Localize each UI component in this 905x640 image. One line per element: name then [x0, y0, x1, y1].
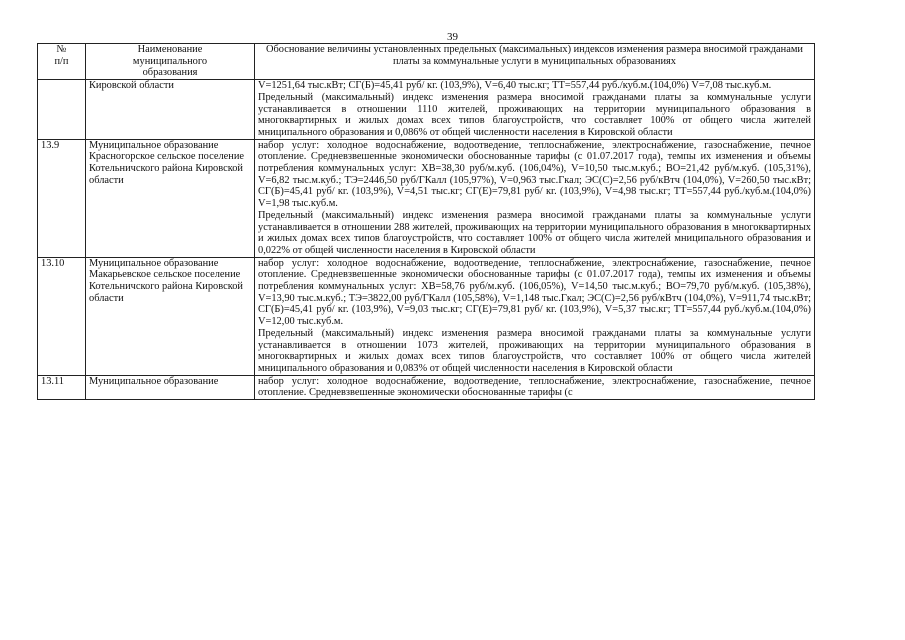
- row-tariffs: набор услуг: холодное водоснабжение, водоотведение, теплоснабжение, электроснабжение, газоснабжение, печное отопление. Средневзвешенные экономически обоснованные тарифы (с: [258, 375, 811, 399]
- table-header-row: [38, 44, 815, 80]
- row-num: [38, 80, 86, 140]
- header-name: Наименование муниципального образования: [86, 44, 255, 80]
- header-basis: Обоснование величины установленных предельных (максимальных) индексов изменения размера вносимой гражданами платы за коммунальные услуги в муниципальных образованиях: [255, 44, 815, 80]
- table-row: [38, 139, 815, 257]
- header-num: № п/п: [38, 44, 86, 80]
- row-limit: Предельный (максимальный) индекс изменения размера вносимой гражданами платы за коммунальные услуги устанавливается в отношении 1073 жителей, проживающих на территории муниципального образования в многоквартирных и жилых домах всех типов благоустройств, что составляет 100% от общего числа жителей мниципального образования и 0,083% от общей численности населения в Кировской области: [258, 327, 811, 374]
- row-name: [86, 375, 255, 399]
- row-limit: Предельный (максимальный) индекс изменения размера вносимой гражданами платы за коммунальные услуги устанавливается в отношении 288 жителей, проживающих на территории муниципального образования в многоквартирных и жилых домах всех типов благоустройств, что составляет 100% от общего числа жителей мниципального образования и 0,022% от общей численности населения в Кировской области: [258, 209, 811, 256]
- tariff-table: [37, 43, 815, 400]
- row-name: Муниципальное образование Красногорское сельское поселение Котельничского района Кировской области: [86, 139, 255, 257]
- row-num: 13.11: [38, 375, 86, 399]
- row-num: 13.10: [38, 257, 86, 375]
- row-basis: [255, 375, 815, 399]
- table-row: [38, 80, 815, 140]
- row-name-text: Муниципальное образование: [89, 375, 219, 387]
- table-row: [38, 375, 815, 399]
- row-name: Муниципальное образование Макарьевское сельское поселение Котельничского района Кировской области: [86, 257, 255, 375]
- row-num: 13.9: [38, 139, 86, 257]
- row-limit: Предельный (максимальный) индекс изменения размера вносимой гражданами платы за коммунальные услуги устанавливается в отношении 1110 жителей, проживающих на территории муниципального образования в многоквартирных и жилых домах всех типов благоустройств, что составляет 100% от общего числа жителей мниципального образования и 0,086% от общей численности населения в Кировской области: [258, 91, 811, 138]
- row-tariffs: набор услуг: холодное водоснабжение, водоотведение, теплоснабжение, электроснабжение, газоснабжение, печное отопление. Средневзвешенные экономически обоснованные тарифы (с 01.07.2017 года), темпы их изменения и объемы потребления коммунальных услуг: ХВ=38,30 руб/м.куб. (106,04%), V=10,50 тыс.м.куб.; ВО=21,42 руб/м.куб. (105,31%), V=6,82 тыс.м.куб.; ТЭ=2446,50 руб/ГКалл (105,97%), V=0,963 тыс.Гкал; ЭС(С)=2,56 руб/кВтч (104,0%), V=260,50 тыс.кВт; СГ(Б)=45,41 руб/ кг. (103,9%), V=4,51 тыс.кг; СГ(Е)=79,81 руб/ кг. (103,9%), V=4,98 тыс.кг; ТТ=557,44 руб./куб.м.(104,0%) V=1,98 тыс.куб.м.: [258, 139, 811, 210]
- page-number: 39: [447, 31, 458, 43]
- row-tariffs: V=1251,64 тыс.кВт; СГ(Б)=45,41 руб/ кг. (103,9%), V=6,40 тыс.кг; ТТ=557,44 руб./куб.м.(104,0%) V=7,08 тыс.куб.м.: [258, 80, 772, 92]
- row-basis: [255, 257, 815, 375]
- row-name: Кировской области: [86, 80, 255, 140]
- row-basis: [255, 139, 815, 257]
- table-row: [38, 257, 815, 375]
- row-basis: [255, 80, 815, 140]
- row-tariffs: набор услуг: холодное водоснабжение, водоотведение, теплоснабжение, электроснабжение, газоснабжение, печное отопление. Средневзвешенные экономически обоснованные тарифы (с 01.07.2017 года), темпы их изменения и объемы потребления коммунальных услуг: ХВ=58,76 руб/м.куб. (106,05%), V=14,50 тыс.м.куб.; ВО=79,70 руб/м.куб. (105,38%), V=13,90 тыс.м.куб.; ТЭ=3822,00 руб/ГКалл (105,58%), V=1,148 тыс.Гкал; ЭС(С)=2,56 руб/кВтч (104,0%), V=911,74 тыс.кВт; СГ(Б)=45,41 руб/ кг. (103,9%), V=9,03 тыс.кг; СГ(Е)=79,81 руб/ кг. (103,9%), V=5,37 тыс.кг; ТТ=557,44 руб./куб.м.(104,0%) V=12,00 тыс.куб.м.: [258, 257, 811, 328]
